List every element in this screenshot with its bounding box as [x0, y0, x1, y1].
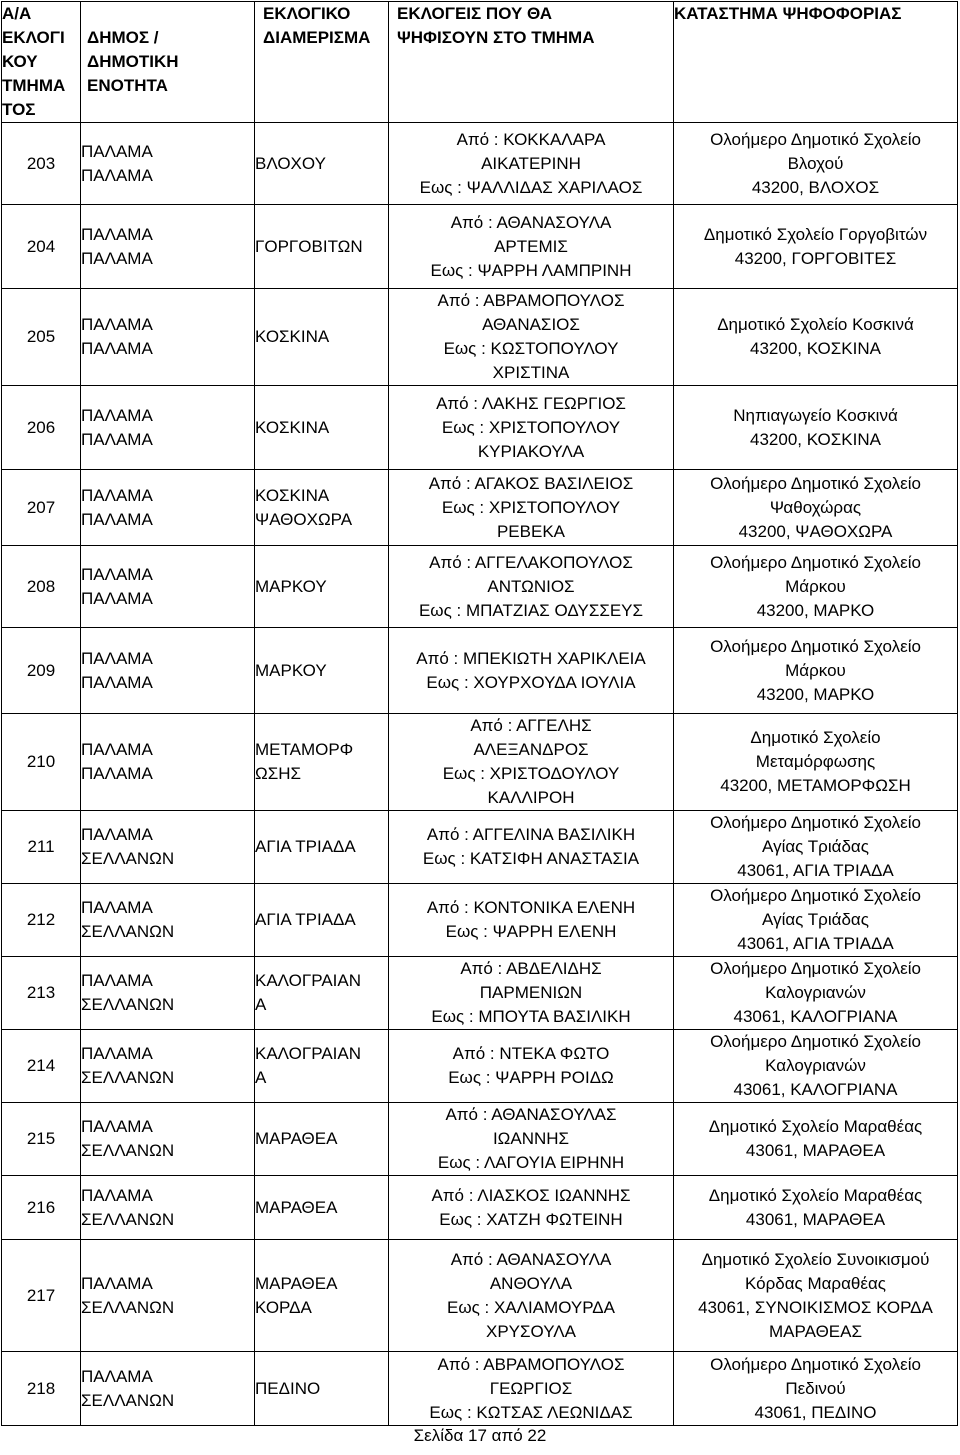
voters-range-cell: Από : ΚΟΝΤΟΝΙΚΑ ΕΛΕΝΗ Εως : ΨΑΡΡΗ ΕΛΕΝΗ	[389, 884, 674, 957]
header-municipality: ΔΗΜΟΣ / ΔΗΜΟΤΙΚΗ ΕΝΟΤΗΤΑ	[81, 2, 255, 123]
polling-station-cell: Ολοήμερο Δημοτικό Σχολείο Βλοχού 43200, ΒΛΟΧΟΣ	[674, 123, 958, 205]
municipality-cell: ΠΑΛΑΜΑ ΣΕΛΛΑΝΩΝ	[81, 1352, 255, 1426]
voters-range-cell: Από : ΛΑΚΗΣ ΓΕΩΡΓΙΟΣ Εως : ΧΡΙΣΤΟΠΟΥΛΟΥ ΚΥΡΙΑΚΟΥΛΑ	[389, 386, 674, 470]
municipality-cell: ΠΑΛΑΜΑ ΠΑΛΑΜΑ	[81, 714, 255, 811]
section-number-cell: 213	[2, 957, 81, 1030]
table-row	[2, 1103, 958, 1176]
polling-station-cell: Ολοήμερο Δημοτικό Σχολείο Αγίας Τριάδας 43061, ΑΓΙΑ ΤΡΙΑΔΑ	[674, 811, 958, 884]
section-number-cell: 204	[2, 205, 81, 289]
voters-range-cell: Από : ΑΓΓΕΛΙΝΑ ΒΑΣΙΛΙΚΗ Εως : ΚΑΤΣΙΦΗ ΑΝΑΣΤΑΣΙΑ	[389, 811, 674, 884]
municipality-cell: ΠΑΛΑΜΑ ΣΕΛΛΑΝΩΝ	[81, 1176, 255, 1240]
header-voters: ΕΚΛΟΓΕΙΣ ΠΟΥ ΘΑ ΨΗΦΙΣΟΥΝ ΣΤΟ ΤΜΗΜΑ	[389, 2, 674, 123]
voters-range-cell: Από : ΑΘΑΝΑΣΟΥΛΑ ΑΡΤΕΜΙΣ Εως : ΨΑΡΡΗ ΛΑΜΠΡΙΝΗ	[389, 205, 674, 289]
district-cell: ΚΟΣΚΙΝΑ	[255, 386, 389, 470]
polling-station-cell: Δημοτικό Σχολείο Μεταμόρφωσης 43200, ΜΕΤΑΜΟΡΦΩΣΗ	[674, 714, 958, 811]
municipality-cell: ΠΑΛΑΜΑ ΠΑΛΑΜΑ	[81, 546, 255, 628]
table-row	[2, 884, 958, 957]
district-cell: ΜΑΡΑΘΕΑ	[255, 1176, 389, 1240]
table-row	[2, 289, 958, 386]
header-polling-station: ΚΑΤΑΣΤΗΜΑ ΨΗΦΟΦΟΡΙΑΣ	[674, 2, 958, 123]
municipality-cell: ΠΑΛΑΜΑ ΠΑΛΑΜΑ	[81, 628, 255, 714]
table-row	[2, 123, 958, 205]
municipality-cell: ΠΑΛΑΜΑ ΣΕΛΛΑΝΩΝ	[81, 811, 255, 884]
section-number-cell: 215	[2, 1103, 81, 1176]
municipality-cell: ΠΑΛΑΜΑ ΠΑΛΑΜΑ	[81, 205, 255, 289]
section-number-cell: 205	[2, 289, 81, 386]
table-row	[2, 1352, 958, 1426]
district-cell: ΜΕΤΑΜΟΡΦ ΩΣΗΣ	[255, 714, 389, 811]
table-row	[2, 386, 958, 470]
header-district: ΕΚΛΟΓΙΚΟ ΔΙΑΜΕΡΙΣΜΑ	[255, 2, 389, 123]
section-number-cell: 211	[2, 811, 81, 884]
table-row	[2, 205, 958, 289]
voters-range-cell: Από : ΚΟΚΚΑΛΑΡΑ ΑΙΚΑΤΕΡΙΝΗ Εως : ΨΑΛΛΙΔΑΣ ΧΑΡΙΛΑΟΣ	[389, 123, 674, 205]
municipality-cell: ΠΑΛΑΜΑ ΣΕΛΛΑΝΩΝ	[81, 1103, 255, 1176]
polling-station-cell: Ολοήμερο Δημοτικό Σχολείο Αγίας Τριάδας 43061, ΑΓΙΑ ΤΡΙΑΔΑ	[674, 884, 958, 957]
polling-station-cell: Δημοτικό Σχολείο Κοσκινά 43200, ΚΟΣΚΙΝΑ	[674, 289, 958, 386]
section-number-cell: 203	[2, 123, 81, 205]
voters-range-cell: Από : ΑΒΔΕΛΙΔΗΣ ΠΑΡΜΕΝΙΩΝ Εως : ΜΠΟΥΤΑ ΒΑΣΙΛΙΚΗ	[389, 957, 674, 1030]
header-row	[2, 2, 958, 123]
polling-station-cell: Δημοτικό Σχολείο Γοργοβιτών 43200, ΓΟΡΓΟΒΙΤΕΣ	[674, 205, 958, 289]
district-cell: ΚΟΣΚΙΝΑ ΨΑΘΟΧΩΡΑ	[255, 470, 389, 546]
header-section-number: Α/Α ΕΚΛΟΓΙ ΚΟΥ ΤΜΗΜΑ ΤΟΣ	[2, 2, 81, 123]
municipality-cell: ΠΑΛΑΜΑ ΠΑΛΑΜΑ	[81, 289, 255, 386]
polling-station-cell: Δημοτικό Σχολείο Μαραθέας 43061, ΜΑΡΑΘΕΑ	[674, 1176, 958, 1240]
voters-range-cell: Από : ΛΙΑΣΚΟΣ ΙΩΑΝΝΗΣ Εως : ΧΑΤΖΗ ΦΩΤΕΙΝΗ	[389, 1176, 674, 1240]
district-cell: ΚΑΛΟΓΡΑΙΑΝ Α	[255, 1030, 389, 1103]
section-number-cell: 209	[2, 628, 81, 714]
polling-station-cell: Ολοήμερο Δημοτικό Σχολείο Μάρκου 43200, ΜΑΡΚΟ	[674, 546, 958, 628]
section-number-cell: 208	[2, 546, 81, 628]
municipality-cell: ΠΑΛΑΜΑ ΣΕΛΛΑΝΩΝ	[81, 1030, 255, 1103]
table-row	[2, 811, 958, 884]
district-cell: ΜΑΡΚΟΥ	[255, 546, 389, 628]
municipality-cell: ΠΑΛΑΜΑ ΣΕΛΛΑΝΩΝ	[81, 1240, 255, 1352]
table-row	[2, 1030, 958, 1103]
voters-range-cell: Από : ΑΘΑΝΑΣΟΥΛΑΣ ΙΩΑΝΝΗΣ Εως : ΛΑΓΟΥΙΑ ΕΙΡΗΝΗ	[389, 1103, 674, 1176]
district-cell: ΑΓΙΑ ΤΡΙΑΔΑ	[255, 811, 389, 884]
polling-stations-table	[1, 1, 958, 1426]
municipality-cell: ΠΑΛΑΜΑ ΠΑΛΑΜΑ	[81, 123, 255, 205]
district-cell: ΚΟΣΚΙΝΑ	[255, 289, 389, 386]
district-cell: ΒΛΟΧΟΥ	[255, 123, 389, 205]
municipality-cell: ΠΑΛΑΜΑ ΠΑΛΑΜΑ	[81, 470, 255, 546]
voters-range-cell: Από : ΝΤΕΚΑ ΦΩΤΟ Εως : ΨΑΡΡΗ ΡΟΙΔΩ	[389, 1030, 674, 1103]
district-cell: ΠΕΔΙΝΟ	[255, 1352, 389, 1426]
section-number-cell: 216	[2, 1176, 81, 1240]
district-cell: ΚΑΛΟΓΡΑΙΑΝ Α	[255, 957, 389, 1030]
section-number-cell: 210	[2, 714, 81, 811]
municipality-cell: ΠΑΛΑΜΑ ΠΑΛΑΜΑ	[81, 386, 255, 470]
section-number-cell: 207	[2, 470, 81, 546]
table-row	[2, 470, 958, 546]
polling-station-cell: Ολοήμερο Δημοτικό Σχολείο Πεδινού 43061, ΠΕΔΙΝΟ	[674, 1352, 958, 1426]
page-footer: Σελίδα 17 από 22	[413, 1426, 547, 1445]
voters-range-cell: Από : ΑΘΑΝΑΣΟΥΛΑ ΑΝΘΟΥΛΑ Εως : ΧΑΛΙΑΜΟΥΡΔΑ ΧΡΥΣΟΥΛΑ	[389, 1240, 674, 1352]
section-number-cell: 214	[2, 1030, 81, 1103]
municipality-cell: ΠΑΛΑΜΑ ΣΕΛΛΑΝΩΝ	[81, 884, 255, 957]
voters-range-cell: Από : ΑΒΡΑΜΟΠΟΥΛΟΣ ΑΘΑΝΑΣΙΟΣ Εως : ΚΩΣΤΟΠΟΥΛΟΥ ΧΡΙΣΤΙΝΑ	[389, 289, 674, 386]
voters-range-cell: Από : ΑΒΡΑΜΟΠΟΥΛΟΣ ΓΕΩΡΓΙΟΣ Εως : ΚΩΤΣΑΣ ΛΕΩΝΙΔΑΣ	[389, 1352, 674, 1426]
polling-station-cell: Δημοτικό Σχολείο Συνοικισμού Κόρδας Μαραθέας 43061, ΣΥΝΟΙΚΙΣΜΟΣ ΚΟΡΔΑ ΜΑΡΑΘΕΑΣ	[674, 1240, 958, 1352]
polling-station-cell: Ολοήμερο Δημοτικό Σχολείο Ψαθοχώρας 43200, ΨΑΘΟΧΩΡΑ	[674, 470, 958, 546]
section-number-cell: 218	[2, 1352, 81, 1426]
district-cell: ΜΑΡΑΘΕΑ	[255, 1103, 389, 1176]
table-row	[2, 628, 958, 714]
table-row	[2, 546, 958, 628]
voters-range-cell: Από : ΑΓΓΕΛΗΣ ΑΛΕΞΑΝΔΡΟΣ Εως : ΧΡΙΣΤΟΔΟΥΛΟΥ ΚΑΛΛΙΡΟΗ	[389, 714, 674, 811]
district-cell: ΑΓΙΑ ΤΡΙΑΔΑ	[255, 884, 389, 957]
municipality-cell: ΠΑΛΑΜΑ ΣΕΛΛΑΝΩΝ	[81, 957, 255, 1030]
table-row	[2, 1240, 958, 1352]
district-cell: ΓΟΡΓΟΒΙΤΩΝ	[255, 205, 389, 289]
voters-range-cell: Από : ΜΠΕΚΙΩΤΗ ΧΑΡΙΚΛΕΙΑ Εως : ΧΟΥΡΧΟΥΔΑ ΙΟΥΛΙΑ	[389, 628, 674, 714]
section-number-cell: 212	[2, 884, 81, 957]
table-row	[2, 714, 958, 811]
voters-range-cell: Από : ΑΓΑΚΟΣ ΒΑΣΙΛΕΙΟΣ Εως : ΧΡΙΣΤΟΠΟΥΛΟΥ ΡΕΒΕΚΑ	[389, 470, 674, 546]
polling-station-cell: Ολοήμερο Δημοτικό Σχολείο Καλογριανών 43061, ΚΑΛΟΓΡΙΑΝΑ	[674, 957, 958, 1030]
voters-range-cell: Από : ΑΓΓΕΛΑΚΟΠΟΥΛΟΣ ΑΝΤΩΝΙΟΣ Εως : ΜΠΑΤΖΙΑΣ ΟΔΥΣΣΕΥΣ	[389, 546, 674, 628]
district-cell: ΜΑΡΑΘΕΑ ΚΟΡΔΑ	[255, 1240, 389, 1352]
polling-station-cell: Ολοήμερο Δημοτικό Σχολείο Καλογριανών 43061, ΚΑΛΟΓΡΙΑΝΑ	[674, 1030, 958, 1103]
district-cell: ΜΑΡΚΟΥ	[255, 628, 389, 714]
section-number-cell: 217	[2, 1240, 81, 1352]
polling-station-cell: Ολοήμερο Δημοτικό Σχολείο Μάρκου 43200, ΜΑΡΚΟ	[674, 628, 958, 714]
polling-station-cell: Δημοτικό Σχολείο Μαραθέας 43061, ΜΑΡΑΘΕΑ	[674, 1103, 958, 1176]
polling-station-cell: Νηπιαγωγείο Κοσκινά 43200, ΚΟΣΚΙΝΑ	[674, 386, 958, 470]
table-row	[2, 957, 958, 1030]
table-row	[2, 1176, 958, 1240]
section-number-cell: 206	[2, 386, 81, 470]
